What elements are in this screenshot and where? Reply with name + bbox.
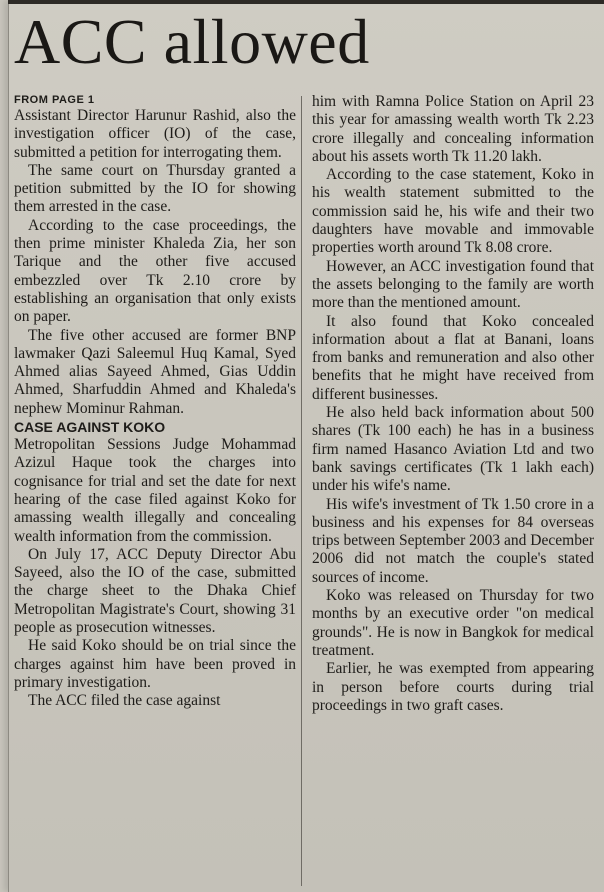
- top-rule: [8, 0, 604, 4]
- paragraph: Assistant Director Harunur Rashid, also the investigation officer (IO) of the case, submitted a petition for interrogating them.: [14, 107, 296, 161]
- paragraph: He said Koko should be on trial since the charges against him have been proved in primary investigation.: [14, 637, 296, 691]
- paragraph: It also found that Koko concealed information about a flat at Banani, loans from banks and remuneration and also other benefits that he might have received from different businesses.: [312, 312, 594, 403]
- paragraph: He also held back information about 500 shares (Tk 100 each) he has in a business firm named Hasanco Aviation Ltd and two bank savings certificates (Tk 1 lakh each) under his wife's name.: [312, 404, 594, 495]
- paragraph: Earlier, he was exempted from appearing in person before courts during trial proceedings in two graft cases.: [312, 660, 594, 714]
- paragraph: His wife's investment of Tk 1.50 crore in a business and his expenses for 84 overseas trips between September 2003 and December 2006 did not match the couple's stated sources of income.: [312, 495, 594, 586]
- column-divider: [301, 96, 302, 886]
- paragraph: According to the case statement, Koko in his wealth statement submitted to the commission said he, his wife and their two daughters have movable and immovable properties worth around Tk 8.08 crore.: [312, 166, 594, 257]
- paragraph: The same court on Thursday granted a petition submitted by the IO for showing them arrested in the case.: [14, 161, 296, 216]
- article-column-right: [312, 93, 594, 715]
- paragraph-continuation: him with Ramna Police Station on April 23 this year for amassing wealth worth Tk 2.23 crore illegally and concealing information about his assets worth Tk 11.20 lakh.: [312, 93, 594, 165]
- paragraph: However, an ACC investigation found that the assets belonging to the family are worth more than the mentioned amount.: [312, 257, 594, 312]
- headline: ACC allowed: [14, 6, 370, 77]
- paragraph: According to the case proceedings, the then prime minister Khaleda Zia, her son Tarique and the other five accused embezzled over Tk 2.10 crore by establishing an organisation that only exists on paper.: [14, 216, 296, 326]
- paragraph: Metropolitan Sessions Judge Mohammad Azizul Haque took the charges into cognisance for trial and set the date for next hearing of the case filed against Koko for amassing wealth illegally and concealing wealth information from the commission.: [14, 436, 296, 545]
- paragraph: Koko was released on Thursday for two months by an executive order "on medical grounds". He is now in Bangkok for medical treatment.: [312, 587, 594, 659]
- paragraph: The ACC filed the case against: [28, 692, 221, 710]
- paragraph: On July 17, ACC Deputy Director Abu Sayeed, also the IO of the case, submitted the charge sheet to the Dhaka Chief Metropolitan Magistrate's Court, showing 31 people as prosecution witnesses.: [14, 545, 296, 637]
- paragraph: The five other accused are former BNP lawmaker Qazi Saleemul Huq Kamal, Syed Ahmed alias Sayeed Ahmed, Gias Uddin Ahmed, Sharfuddin Ahmed and Khaleda's nephew Mominur Rahman.: [14, 326, 296, 417]
- article-column-left: [14, 94, 296, 711]
- kicker: FROM PAGE 1: [14, 94, 95, 106]
- subhead: CASE AGAINST KOKO: [14, 419, 166, 436]
